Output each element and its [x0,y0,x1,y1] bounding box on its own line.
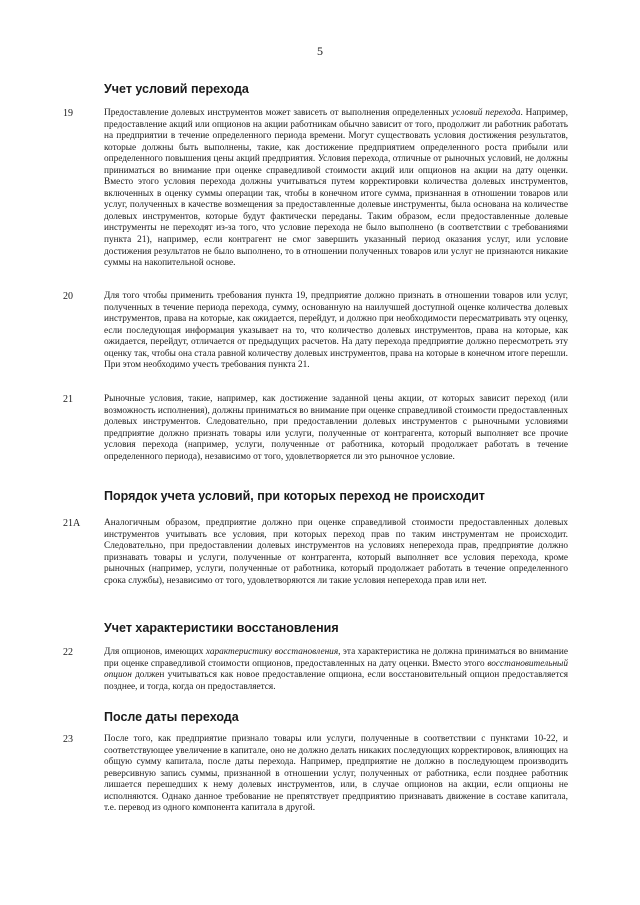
paragraph-23: После того, как предприятие признало товары или услуги, полученные в соответствии с пунктами 10-22, и соответствующее увеличение в капитале, оно не должно делать никаких последующих корректировок, влияющих на общую сумму капитала, после даты перехода. Например, предприятие не должно в последующем производить реверсивную запись суммы, признанной в отношении услуг, полученных от работника, если позднее работник лишается перешедших к нему долевых инструментов, или, в случае опционов на акции, если опционы не исполняются. Однако данное требование не препятствует предприятию признавать движение в составе капитала, т.е. перевод из одного компонента капитала в другой. [104,734,568,814]
paragraph-22-text-b: , эта характеристика не должна приниматься во внимание при оценке справедливой стоимости опционов, предоставленных на дату оценки. Вместо этого [104,647,568,669]
paragraph-22 [104,647,568,693]
section-heading-non-vesting-conditions: Порядок учета условий, при которых переход не происходит [104,489,485,503]
paragraph-19-italic-term: условий перехода [452,108,521,118]
paragraph-number-19: 19 [63,108,73,119]
paragraph-19 [104,108,568,270]
paragraph-22-italic-term-2: восстановительный опцион [104,658,568,681]
paragraph-number-21a: 21A [63,518,81,529]
paragraph-number-21: 21 [63,394,73,405]
paragraph-number-22: 22 [63,647,73,658]
paragraph-22-text-a: Для опционов, имеющих [104,647,206,657]
section-heading-vesting-conditions: Учет условий перехода [104,82,249,96]
paragraph-number-20: 20 [63,291,73,302]
section-heading-reload-feature: Учет характеристики восстановления [104,621,339,635]
paragraph-21: Рыночные условия, такие, например, как достижение заданной цены акции, от которых зависит переход (или возможность исполнения), должны приниматься во внимание при оценке справедливой стоимости предоставленных долевых инструментов. Следовательно, при предоставлении долевых инструментов с рыночными условиями предприятие должно признать товары или услуги, полученные от контрагента, который выполняет все прочие условия перехода (например, услуги, полученные от работника, который продолжает работать в течение определенного периода), независимо от того, удовлетворяется ли это рыночное условие. [104,394,569,462]
paragraph-19-text-a: Предоставление долевых инструментов может зависеть от выполнения определенных [104,108,453,118]
paragraph-19-text-b: . Например, предоставление акций или опционов на акции работникам обычно зависит от того, продолжит ли работник работать на предприятии в течение определенного периода времени. Могут существовать условия достижения результатов, которые должны быть выполнены, такие, как достижение предприятием определенного роста прибыли или определенного повышения цены акций предприятия. Условия перехода, отличные от рыночных условий, не должны приниматься во внимание при оценке справедливой стоимости акций или опционов на акции на дату оценки. Вместо этого условия перехода должны учитываться путем корректировки количества долевых инструментов, включенных в оценку суммы операции так, чтобы в конечном итоге сумма, признанная в отношении товаров или услуг, полученных в качестве возмещения за предоставленные долевые инструменты, была основана на количестве долевых инструментов, которые будут фактически переданы. Таким образом, если предоставленные долевые инструменты не переходят из-за того, что условие перехода не было выполнено (в соответствии с требованиями пункта 21), например, если контрагент не смог завершить указанный период оказания услуг, или условие достижения результатов не было выполнено, то в отношении полученных товаров или услуг не признаются никакие суммы на накопительной основе. [104,108,568,269]
paragraph-22-text-c: должен учитываться как новое предоставление опциона, если восстановительный опцион предоставляется позднее, и тогда, когда он предоставляется. [104,670,568,692]
paragraph-20: Для того чтобы применить требования пункта 19, предприятие должно признать в отношении товаров или услуг, полученных в течение периода перехода, сумму, основанную на наилучшей доступной оценке количества долевых инструментов, права на которые, как ожидается, перейдут, и должно при необходимости пересматривать эту оценку, если последующая информация указывает на то, что количество долевых инструментов, права на которые, как ожидается, перейдут, отличается от предыдущих расчетов. На дату перехода предприятие должно пересмотреть эту оценку так, чтобы она стала равной количеству долевых инструментов, права на которые в конечном итоге перешли. При этом необходимо учесть требования пункта 21. [104,291,568,371]
section-heading-after-vesting-date: После даты перехода [104,710,239,724]
paragraph-number-23: 23 [63,734,73,745]
paragraph-22-italic-term: характеристику восстановления [205,647,339,657]
paragraph-21a: Аналогичным образом, предприятие должно при оценке справедливой стоимости предоставленных долевых инструментов учитывать все условия, при которых переход прав по таким инструментам не происходит. Следовательно, при предоставлении долевых инструментов на условиях неперехода прав, предприятие должно признавать товары и услуги, полученные от контрагента, который выполняет все условия перехода, кроме рыночных (например, услуги, полученные от работника, который продолжает работать в течение определенного срока службы), независимо от того, удовлетворяются ли такие условия неперехода прав или нет. [104,518,568,586]
page-number: 5 [317,44,323,58]
